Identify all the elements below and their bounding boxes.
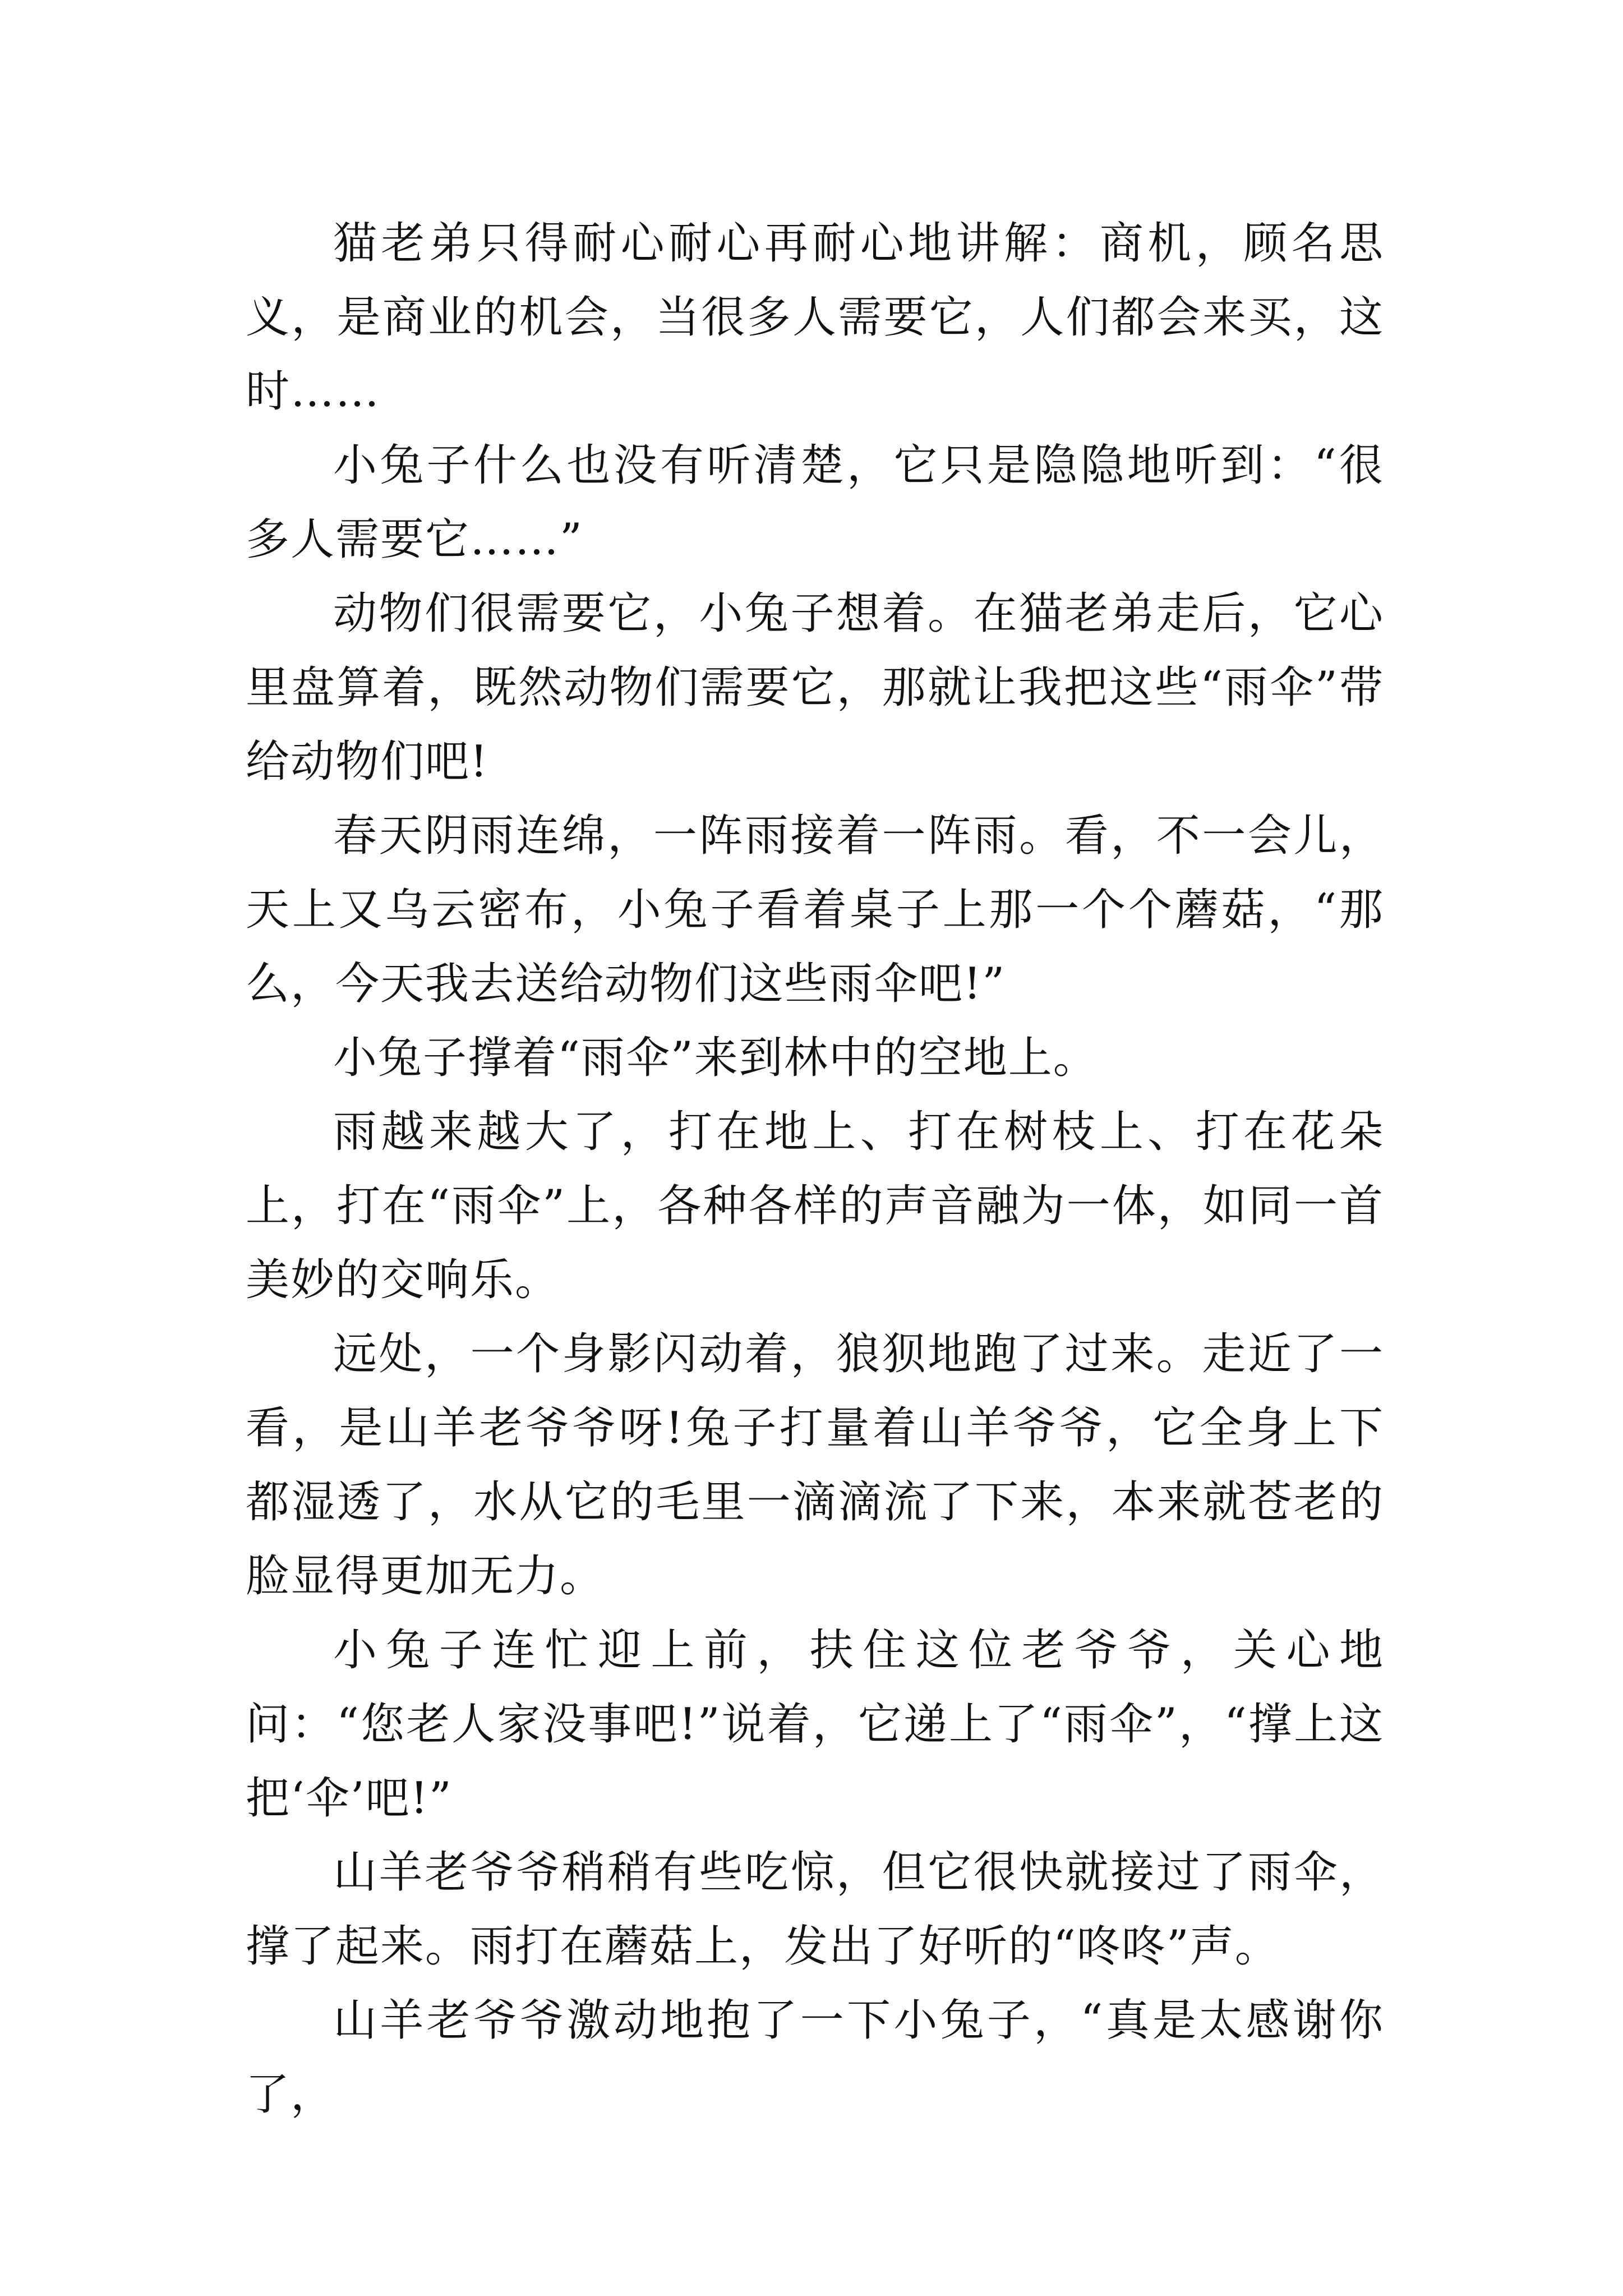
paragraph: 动物们很需要它，小兔子想着。在猫老弟走后，它心里盘算着，既然动物们需要它，那就让我把这些“雨伞”带给动物们吧! xyxy=(246,588,1384,787)
paragraph: 山羊老爷爷激动地抱了一下小兔子，“真是太感谢你了， xyxy=(246,1995,1384,2120)
paragraph: 雨越来越大了，打在地上、打在树枝上、打在花朵上，打在“雨伞”上，各种各样的声音融为一体，如同一首美妙的交响乐。 xyxy=(246,1107,1384,1305)
paragraph: 山羊老爷爷稍稍有些吃惊，但它很快就接过了雨伞，撑了起来。雨打在蘑菇上，发出了好听的“咚咚”声。 xyxy=(246,1847,1384,1972)
paragraph: 春天阴雨连绵，一阵雨接着一阵雨。看，不一会儿，天上又乌云密布，小兔子看着桌子上那一个个蘑菇，“那么，今天我去送给动物们这些雨伞吧!” xyxy=(246,811,1384,1009)
story-text xyxy=(246,206,1384,2132)
paragraph: 小兔子什么也没有听清楚，它只是隐隐地听到：“很多人需要它……” xyxy=(246,440,1384,565)
paragraph: 小兔子撑着“雨伞”来到林中的空地上。 xyxy=(333,1033,1098,1083)
paragraph: 小兔子连忙迎上前，扶住这位老爷爷，关心地问：“您老人家没事吧!”说着，它递上了“雨伞”，“撑上这把‘伞’吧!” xyxy=(246,1625,1384,1824)
paragraph: 远处，一个身影闪动着，狼狈地跑了过来。走近了一看，是山羊老爷爷呀!兔子打量着山羊爷爷，它全身上下都湿透了，水从它的毛里一滴滴流了下来，本来就苍老的脸显得更加无力。 xyxy=(246,1329,1384,1602)
paragraph: 猫老弟只得耐心耐心再耐心地讲解：商机，顾名思义，是商业的机会，当很多人需要它，人们都会来买，这时…… xyxy=(246,218,1384,417)
